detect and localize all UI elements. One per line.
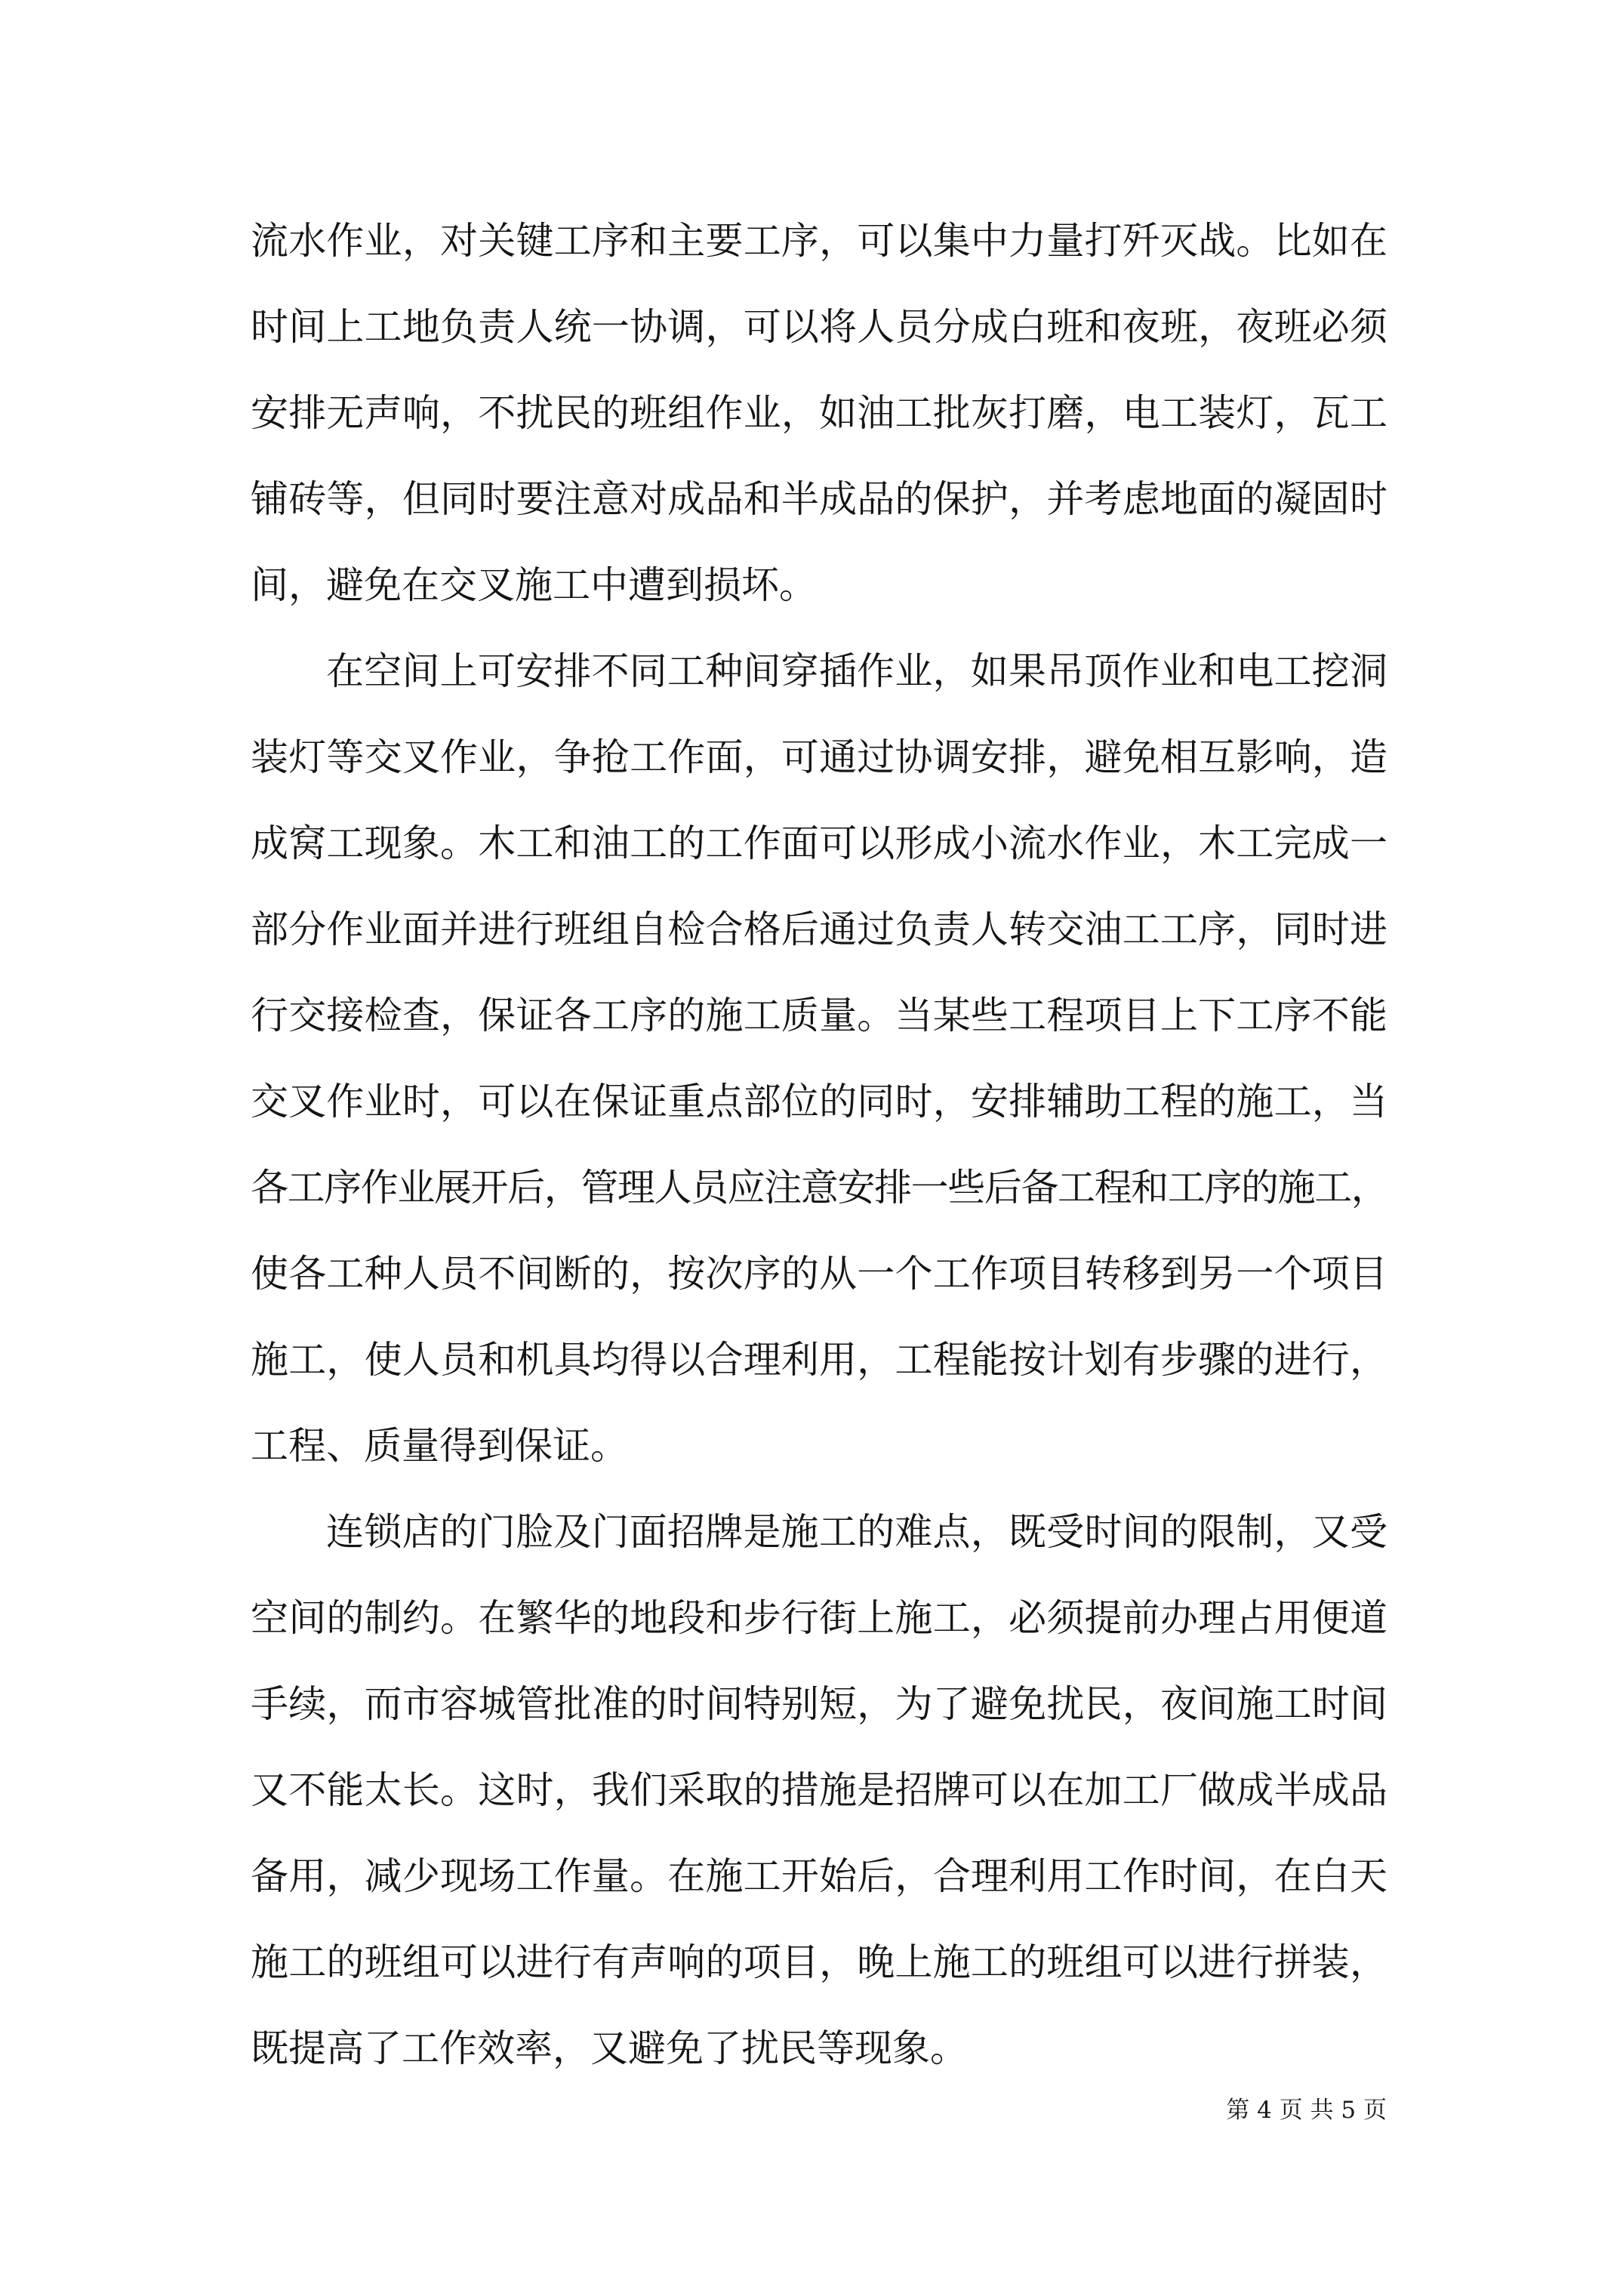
body-text-line: 又不能太长。这时，我们采取的措施是招牌可以在加工厂做成半成品 xyxy=(251,1768,1387,1812)
body-text-line: 间，避免在交叉施工中遭到损坏。 xyxy=(251,563,817,607)
body-text-line: 铺砖等，但同时要注意对成品和半成品的保护，并考虑地面的凝固时 xyxy=(251,477,1387,521)
paragraph-2 xyxy=(251,628,1387,1489)
body-text-line: 使各工种人员不间断的，按次序的从一个工作项目转移到另一个项目 xyxy=(251,1252,1387,1296)
body-text-line: 流水作业，对关键工序和主要工序，可以集中力量打歼灭战。比如在 xyxy=(251,219,1387,263)
paragraph-1 xyxy=(251,198,1387,628)
paragraph-3 xyxy=(251,1489,1387,2091)
document-body xyxy=(251,198,1387,2091)
body-text-line: 手续，而市容城管批准的时间特别短，为了避免扰民，夜间施工时间 xyxy=(251,1682,1387,1726)
body-text-line: 交叉作业时，可以在保证重点部位的同时，安排辅助工程的施工，当 xyxy=(251,1080,1387,1123)
body-text-line: 行交接检查，保证各工序的施工质量。当某些工程项目上下工序不能 xyxy=(251,994,1387,1037)
body-text-line: 连锁店的门脸及门面招牌是施工的难点，既受时间的限制，又受 xyxy=(326,1510,1387,1554)
page-number-label: 第 4 页 共 5 页 xyxy=(1226,2097,1387,2124)
body-text-line: 安排无声响，不扰民的班组作业，如油工批灰打磨，电工装灯，瓦工 xyxy=(251,391,1387,435)
body-text-line: 工程、质量得到保证。 xyxy=(251,1424,628,1468)
body-text-line: 时间上工地负责人统一协调，可以将人员分成白班和夜班，夜班必须 xyxy=(251,305,1387,349)
body-text-line: 在空间上可安排不同工种间穿插作业，如果吊顶作业和电工挖洞 xyxy=(326,649,1387,693)
body-text-line: 施工的班组可以进行有声响的项目，晚上施工的班组可以进行拼装， xyxy=(251,1940,1387,1984)
page-footer xyxy=(1226,2095,1387,2125)
body-text-line: 施工，使人员和机具均得以合理利用，工程能按计划有步骤的进行， xyxy=(251,1338,1387,1382)
body-text-line: 备用，减少现场工作量。在施工开始后，合理利用工作时间，在白天 xyxy=(251,1854,1387,1898)
body-text-line: 既提高了工作效率，又避免了扰民等现象。 xyxy=(251,2026,968,2070)
body-text-line: 成窝工现象。木工和油工的工作面可以形成小流水作业，木工完成一 xyxy=(251,821,1387,865)
body-text-line: 部分作业面并进行班组自检合格后通过负责人转交油工工序，同时进 xyxy=(251,908,1387,951)
body-text-line: 各工序作业展开后，管理人员应注意安排一些后备工程和工序的施工， xyxy=(251,1166,1387,1210)
body-text-line: 空间的制约。在繁华的地段和步行街上施工，必须提前办理占用便道 xyxy=(251,1596,1387,1640)
body-text-line: 装灯等交叉作业，争抢工作面，可通过协调安排，避免相互影响，造 xyxy=(251,735,1387,779)
